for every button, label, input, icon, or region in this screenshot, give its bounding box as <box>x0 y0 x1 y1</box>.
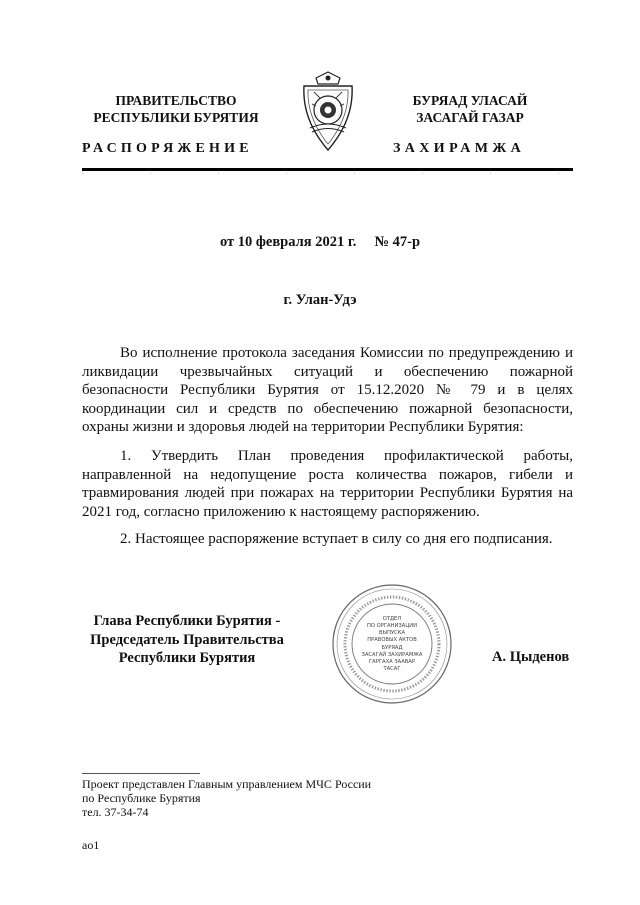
header-left <box>82 92 270 126</box>
signatory-title-line2: Председатель Правительства <box>90 631 284 648</box>
header-right <box>380 92 560 126</box>
signatory-title <box>82 612 292 668</box>
document-code: ао1 <box>82 838 100 852</box>
document-city: г. Улан-Удэ <box>283 292 357 308</box>
document-date-number <box>0 234 640 251</box>
header-left-line1: ПРАВИТЕЛЬСТВО <box>115 93 237 108</box>
seal-line-3: ВЫПУСКА <box>378 630 406 636</box>
footer-line1: Проект представлен Главным управлением МЧС России <box>82 777 372 791</box>
footer-rule <box>82 773 200 774</box>
document-number: № 47-р <box>374 234 421 250</box>
coat-of-arms-emblem <box>296 70 360 154</box>
seal-line-5: БУРЯАД <box>381 645 403 651</box>
footer-line3: тел. 37-34-74 <box>82 805 149 819</box>
header-dotted-rule <box>82 173 573 174</box>
document-type-title-buryat: ЗАХИРАМЖА <box>393 141 526 156</box>
seal-line-1: ОТДЕЛ <box>382 616 402 622</box>
header-right-line1: БУРЯАД УЛАСАЙ <box>412 93 528 108</box>
body-paragraph-preamble: Во исполнение протокола заседания Комиссии по предупреждению и ликвидации чрезвычайных ситуаций и обеспечению пожарной безопасности Республики Бурятия от 15.12.2020 № 79 и в целях координации сил и средств по обеспечению пожарной безопасности, охраны жизни и здоровья людей на территории Республики Бурятия: <box>82 345 573 436</box>
header-right-line2: ЗАСАГАЙ ГАЗАР <box>416 110 524 125</box>
header-left-line2: РЕСПУБЛИКИ БУРЯТИЯ <box>93 110 259 125</box>
body-paragraph-item-1: 1. Утвердить План проведения профилактической работы, направленной на недопущение роста количества пожаров, гибели и травмирования людей при пожарах на территории Республики Бурятия на 2021 год, согласно приложению к настоящему распоряжению. <box>82 448 573 520</box>
official-seal <box>331 583 453 705</box>
seal-line-4: ПРАВОВЫХ АКТОВ <box>367 637 417 643</box>
body-paragraph-item-2: 2. Настоящее распоряжение вступает в силу со дня его подписания. <box>120 531 553 547</box>
document-date: от 10 февраля 2021 г. <box>219 234 357 250</box>
seal-line-7: ГАРГАХА ЗААВАР <box>369 659 415 665</box>
header-rule <box>82 168 573 171</box>
seal-line-8: ТАСАГ <box>383 666 401 672</box>
signatory-title-line1: Глава Республики Бурятия - <box>93 613 281 629</box>
document-type-title: РАСПОРЯЖЕНИЕ <box>82 141 253 156</box>
seal-line-2: ПО ОРГАНИЗАЦИИ <box>366 623 418 629</box>
signatory-name: А. Цыденов <box>492 649 570 665</box>
footer-line2: по Республике Бурятия <box>82 791 201 805</box>
seal-line-6: ЗАСАГАЙ ЗАХИРАМЖА <box>361 652 423 658</box>
footer-note <box>82 777 371 819</box>
signatory-title-line3: Республики Бурятия <box>118 650 256 666</box>
